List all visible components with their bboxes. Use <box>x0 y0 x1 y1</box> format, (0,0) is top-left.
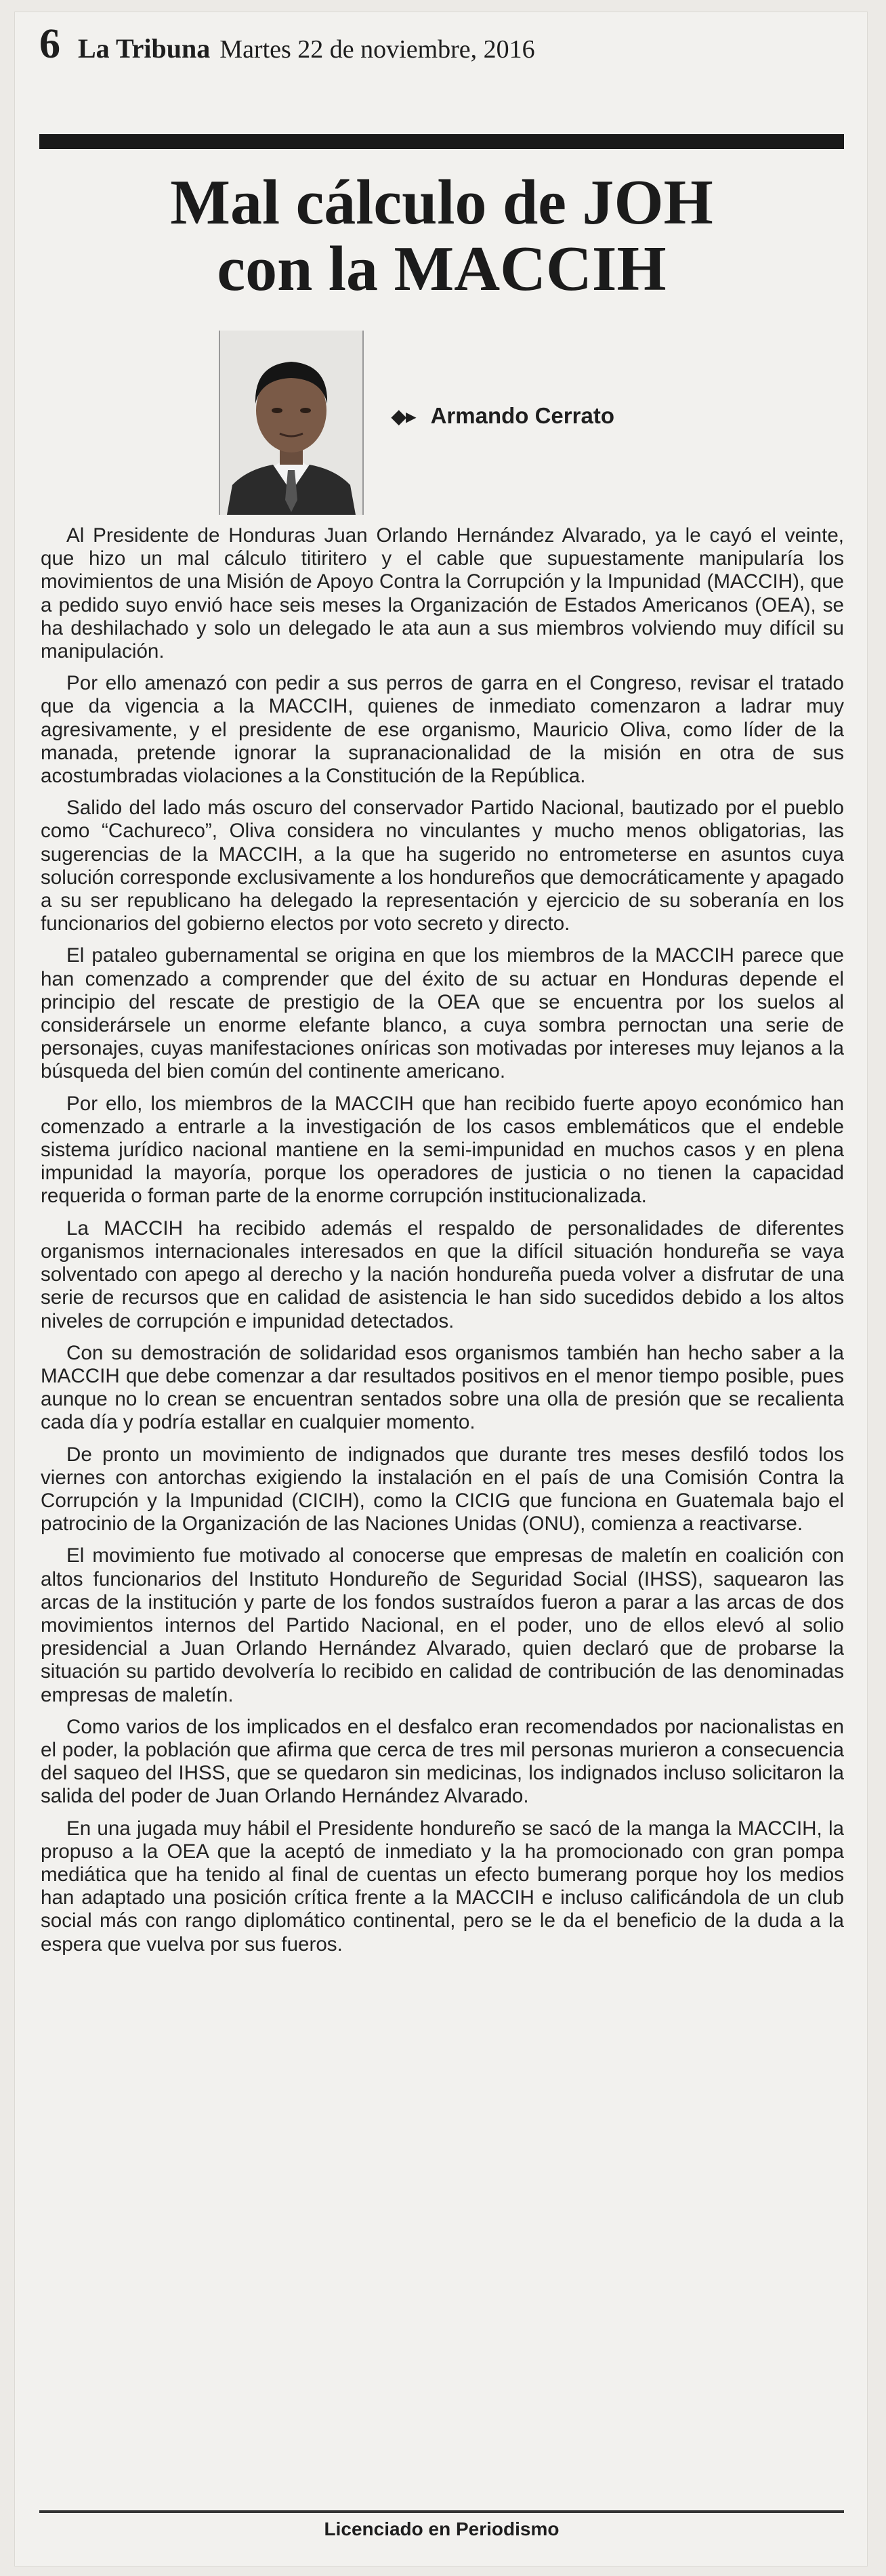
publication-date: Martes 22 de noviembre, 2016 <box>219 35 535 64</box>
article-paragraph: El pataleo gubernamental se origina en que los miembros de la MACCIH parece que han comenzado a comprender que del éxito de su actuar en Honduras depende el principio del rescate de prestigio de la OEA que se encuentra por los suelos al considerársele un enorme elefante blanco, a cuya sombra pernoctan una serie de personajes, cuyas manifestaciones oníricas son motivadas por intereses muy lejanos a la búsqueda del bien común del continente americano. <box>41 944 844 1083</box>
article-paragraph: Salido del lado más oscuro del conservador Partido Nacional, bautizado por el pueblo como “Cachureco”, Oliva considera no vinculantes y mucho menos obligatorias, las sugerencias de la MACCIH, a la que ha sugerido no entrometerse en asuntos cuya solución corresponde exclusivamente a los hondureños que democráticamente y apagado a su ser republicano ha delegado la representación y ejercicio de su soberanía en los funcionarios del gobierno electos por voto secreto y directo. <box>41 797 844 935</box>
article-paragraph: Por ello amenazó con pedir a sus perros de garra en el Congreso, revisar el tratado que da vigencia a la MACCIH, quienes de inmediato comenzaron a ladrar muy agresivamente, y el presidente de ese organismo, Mauricio Oliva, como líder de la manada, pretende ignorar la supranacionalidad de la misión en otra de sus acostumbradas violaciones a la Constitución de la República. <box>41 672 844 788</box>
author-photo <box>219 331 364 515</box>
headline-line-1: Mal cálculo de JOH <box>170 167 713 238</box>
author-name: Armando Cerrato <box>430 403 614 428</box>
article-paragraph: En una jugada muy hábil el Presidente hondureño se sacó de la manga la MACCIH, la propuso a la OEA que la aceptó de inmediato y la ha promocionado con gran pompa mediática que ha tenido al final de cuentas un efecto bumerang porque hoy los medios han adaptado una posición crítica frente a la MACCIH e incluso calificándola de un club social más con rango diplomático continental, pero se le da el beneficio de la duda a la espera que vuelva por sus fueros. <box>41 1817 844 1956</box>
page-header <box>39 20 839 76</box>
header-divider <box>39 134 844 149</box>
article-paragraph: Con su demostración de solidaridad esos organismos también han hecho saber a la MACCIH que debe comenzar a dar resultados positivos en el menor tiempo posible, pues aunque no lo crean se encuentran sentados sobre una olla de presión que se recalienta cada día y podría estallar en cualquier momento. <box>41 1341 844 1434</box>
arrow-diamond-icon: ◆▸ <box>392 405 416 427</box>
article-body <box>41 524 844 1965</box>
article-paragraph: La MACCIH ha recibido además el respaldo de personalidades de diferentes organismos internacionales interesados en que la difícil situación hondureña se vaya solventado con apego al derecho y la nación hondureña pueda volver a disfrutar de una serie de recursos que en calidad de asistencia le han sido sucedidos debido a los altos niveles de corrupción e impunidad detectados. <box>41 1217 844 1332</box>
headline-line-2: con la MACCIH <box>217 234 667 304</box>
author-byline <box>392 401 614 431</box>
newspaper-name: La Tribuna <box>78 33 211 64</box>
article-headline <box>39 169 844 302</box>
article-paragraph: Por ello, los miembros de la MACCIH que han recibido fuerte apoyo económico han comenzado a entrarle a la investigación de los casos emblemáticos que el endeble sistema jurídico nacional mantiene en la semi-impunidad en muchos casos y en plena impunidad la mayoría, porque los operadores de justicia o no tienen la capacidad requerida o forman parte de la enorme corrupción institucionalizada. <box>41 1092 844 1208</box>
article-paragraph: De pronto un movimiento de indignados que durante tres meses desfiló todos los viernes con antorchas exigiendo la instalación en el país de una Comisión Contra la Corrupción y la Impunidad (CICIH), como la CICIG que funciona en Guatemala bajo el patrocinio de la Organización de las Naciones Unidas (ONU), comienza a reactivarse. <box>41 1443 844 1536</box>
article-paragraph: El movimiento fue motivado al conocerse que empresas de maletín en coalición con altos funcionarios del Instituto Hondureño de Seguridad Social (IHSS), saquearon las arcas de la institución y parte de los fondos sustraídos fueron a parar a las arcas de dos movimientos internos del Partido Nacional, en el poder, uno de ellos elevó al solio presidencial a Juan Orlando Hernández Alvarado, quien declaró que de probarse la situación su partido devolvería lo recibido en calidad de contribución de las denominadas empresas de maletín. <box>41 1544 844 1706</box>
article-paragraph: Como varios de los implicados en el desfalco eran recomendados por nacionalistas en el poder, la población que afirma que cerca de tres mil personas murieron a consecuencia del saqueo del IHSS, que se quedaron sin medicinas, los indignados incluso solicitaron la salida del poder de Juan Orlando Hernández Alvarado. <box>41 1715 844 1808</box>
article-paragraph: Al Presidente de Honduras Juan Orlando Hernández Alvarado, ya le cayó el veinte, que hizo un mal cálculo titiritero y el cable que supuestamente manipularía los movimientos de una Misión de Apoyo Contra la Corrupción y la Impunidad (MACCIH), que a pedido suyo envió hace seis meses la Organización de Estados Americanos (OEA), se ha deshilachado y solo un delegado le ata aun a sus miembros volviendo muy difícil su manipulación. <box>41 524 844 663</box>
footer-divider <box>39 2510 844 2513</box>
author-credential: Licenciado en Periodismo <box>324 2518 560 2539</box>
page-number: 6 <box>39 21 60 67</box>
